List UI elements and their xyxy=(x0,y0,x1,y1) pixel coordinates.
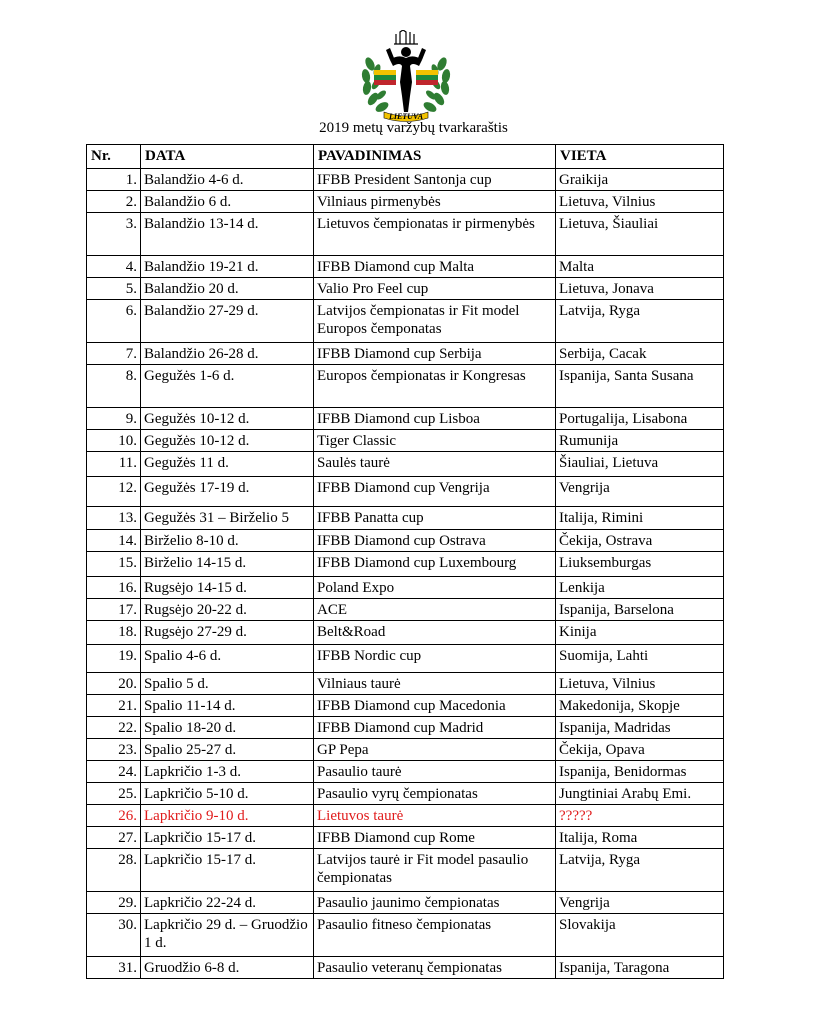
header-name: PAVADINIMAS xyxy=(314,145,556,169)
row-place: Šiauliai, Lietuva xyxy=(556,452,724,477)
table-header-row xyxy=(87,145,724,169)
row-date: Lapkričio 22-24 d. xyxy=(141,892,314,914)
row-place: Graikija xyxy=(556,169,724,191)
row-place: Suomija, Lahti xyxy=(556,645,724,673)
table-row xyxy=(87,621,724,645)
row-name: IFBB President Santonja cup xyxy=(314,169,556,191)
row-date: Spalio 11-14 d. xyxy=(141,695,314,717)
row-nr: 15. xyxy=(87,552,141,577)
row-place: Latvija, Ryga xyxy=(556,849,724,892)
table-row xyxy=(87,827,724,849)
row-place: Liuksemburgas xyxy=(556,552,724,577)
table-row xyxy=(87,577,724,599)
row-nr: 14. xyxy=(87,530,141,552)
row-name: Saulės taurė xyxy=(314,452,556,477)
row-name: IFBB Diamond cup Serbija xyxy=(314,343,556,365)
row-date: Lapkričio 15-17 d. xyxy=(141,827,314,849)
row-nr: 24. xyxy=(87,761,141,783)
row-name: Lietuvos čempionatas ir pirmenybės xyxy=(314,213,556,256)
row-nr: 30. xyxy=(87,914,141,957)
row-place: Latvija, Ryga xyxy=(556,300,724,343)
row-place: Serbija, Cacak xyxy=(556,343,724,365)
row-nr: 27. xyxy=(87,827,141,849)
table-row xyxy=(87,957,724,979)
row-place: Ispanija, Barselona xyxy=(556,599,724,621)
row-name: Poland Expo xyxy=(314,577,556,599)
table-row xyxy=(87,695,724,717)
row-nr: 17. xyxy=(87,599,141,621)
row-nr: 3. xyxy=(87,213,141,256)
row-date: Rugsėjo 14-15 d. xyxy=(141,577,314,599)
header-nr: Nr. xyxy=(87,145,141,169)
row-date: Lapkričio 29 d. – Gruodžio 1 d. xyxy=(141,914,314,957)
schedule-body xyxy=(87,169,724,979)
row-nr: 18. xyxy=(87,621,141,645)
row-name: Valio Pro Feel cup xyxy=(314,278,556,300)
table-row xyxy=(87,256,724,278)
row-name: IFBB Diamond cup Madrid xyxy=(314,717,556,739)
row-nr: 29. xyxy=(87,892,141,914)
row-date: Lapkričio 15-17 d. xyxy=(141,849,314,892)
header-place: VIETA xyxy=(556,145,724,169)
row-nr: 28. xyxy=(87,849,141,892)
table-row xyxy=(87,892,724,914)
row-date: Gruodžio 6-8 d. xyxy=(141,957,314,979)
row-name: Tiger Classic xyxy=(314,430,556,452)
table-row xyxy=(87,278,724,300)
row-place: Jungtiniai Arabų Emi. xyxy=(556,783,724,805)
row-name: Latvijos čempionatas ir Fit model Europos čemponatas xyxy=(314,300,556,343)
table-row xyxy=(87,717,724,739)
row-date: Spalio 5 d. xyxy=(141,673,314,695)
row-nr: 10. xyxy=(87,430,141,452)
row-date: Lapkričio 1-3 d. xyxy=(141,761,314,783)
castle-icon xyxy=(394,30,418,44)
row-name: Belt&Road xyxy=(314,621,556,645)
row-date: Balandžio 4-6 d. xyxy=(141,169,314,191)
row-name: Pasaulio vyrų čempionatas xyxy=(314,783,556,805)
row-name: IFBB Panatta cup xyxy=(314,507,556,530)
row-name: Lietuvos taurė xyxy=(314,805,556,827)
row-date: Balandžio 19-21 d. xyxy=(141,256,314,278)
row-date: Balandžio 6 d. xyxy=(141,191,314,213)
row-name: Pasaulio taurė xyxy=(314,761,556,783)
table-row xyxy=(87,849,724,892)
row-date: Lapkričio 9-10 d. xyxy=(141,805,314,827)
row-name: Latvijos taurė ir Fit model pasaulio čempionatas xyxy=(314,849,556,892)
row-nr: 26. xyxy=(87,805,141,827)
row-nr: 1. xyxy=(87,169,141,191)
row-nr: 2. xyxy=(87,191,141,213)
table-row xyxy=(87,430,724,452)
row-nr: 11. xyxy=(87,452,141,477)
table-row xyxy=(87,191,724,213)
row-place: Ispanija, Benidormas xyxy=(556,761,724,783)
row-date: Gegužės 1-6 d. xyxy=(141,365,314,408)
row-place: Čekija, Opava xyxy=(556,739,724,761)
row-date: Balandžio 20 d. xyxy=(141,278,314,300)
row-place: Italija, Roma xyxy=(556,827,724,849)
row-place: Rumunija xyxy=(556,430,724,452)
header-date: DATA xyxy=(141,145,314,169)
row-name: IFBB Diamond cup Macedonia xyxy=(314,695,556,717)
page-title: 2019 metų varžybų tvarkaraštis xyxy=(319,120,508,136)
row-nr: 16. xyxy=(87,577,141,599)
row-name: Pasaulio jaunimo čempionatas xyxy=(314,892,556,914)
row-nr: 8. xyxy=(87,365,141,408)
row-place: Malta xyxy=(556,256,724,278)
row-place: Kinija xyxy=(556,621,724,645)
row-place: Ispanija, Taragona xyxy=(556,957,724,979)
row-place: Slovakija xyxy=(556,914,724,957)
row-place: Italija, Rimini xyxy=(556,507,724,530)
table-row xyxy=(87,739,724,761)
row-name: Pasaulio fitneso čempionatas xyxy=(314,914,556,957)
row-date: Gegužės 10-12 d. xyxy=(141,408,314,430)
row-nr: 9. xyxy=(87,408,141,430)
logo-text: LIETUVA xyxy=(388,112,424,121)
table-row xyxy=(87,213,724,256)
lietuva-federation-logo xyxy=(356,30,456,124)
table-row xyxy=(87,552,724,577)
row-date: Spalio 4-6 d. xyxy=(141,645,314,673)
row-nr: 23. xyxy=(87,739,141,761)
row-place: Lietuva, Šiauliai xyxy=(556,213,724,256)
table-row xyxy=(87,805,724,827)
row-name: IFBB Diamond cup Vengrija xyxy=(314,477,556,507)
row-place: Lenkija xyxy=(556,577,724,599)
table-row xyxy=(87,477,724,507)
row-nr: 22. xyxy=(87,717,141,739)
row-place: Vengrija xyxy=(556,477,724,507)
row-date: Gegužės 17-19 d. xyxy=(141,477,314,507)
row-place: Vengrija xyxy=(556,892,724,914)
row-place: Ispanija, Madridas xyxy=(556,717,724,739)
row-date: Rugsėjo 27-29 d. xyxy=(141,621,314,645)
row-nr: 25. xyxy=(87,783,141,805)
table-row xyxy=(87,645,724,673)
row-nr: 7. xyxy=(87,343,141,365)
row-name: GP Pepa xyxy=(314,739,556,761)
row-nr: 19. xyxy=(87,645,141,673)
table-row xyxy=(87,673,724,695)
row-nr: 12. xyxy=(87,477,141,507)
row-nr: 5. xyxy=(87,278,141,300)
row-nr: 4. xyxy=(87,256,141,278)
row-date: Spalio 25-27 d. xyxy=(141,739,314,761)
row-name: IFBB Diamond cup Luxembourg xyxy=(314,552,556,577)
row-date: Balandžio 26-28 d. xyxy=(141,343,314,365)
row-nr: 21. xyxy=(87,695,141,717)
row-place: Lietuva, Vilnius xyxy=(556,191,724,213)
row-name: IFBB Nordic cup xyxy=(314,645,556,673)
row-date: Balandžio 13-14 d. xyxy=(141,213,314,256)
table-row xyxy=(87,530,724,552)
table-row xyxy=(87,169,724,191)
row-date: Birželio 14-15 d. xyxy=(141,552,314,577)
row-date: Gegužės 10-12 d. xyxy=(141,430,314,452)
row-name: IFBB Diamond cup Rome xyxy=(314,827,556,849)
row-name: ACE xyxy=(314,599,556,621)
row-name: Europos čempionatas ir Kongresas xyxy=(314,365,556,408)
row-place: Lietuva, Jonava xyxy=(556,278,724,300)
table-row xyxy=(87,507,724,530)
table-row xyxy=(87,599,724,621)
row-date: Lapkričio 5-10 d. xyxy=(141,783,314,805)
row-name: Vilniaus pirmenybės xyxy=(314,191,556,213)
row-name: Pasaulio veteranų čempionatas xyxy=(314,957,556,979)
table-row xyxy=(87,914,724,957)
row-place: Ispanija, Santa Susana xyxy=(556,365,724,408)
row-place: Lietuva, Vilnius xyxy=(556,673,724,695)
row-nr: 31. xyxy=(87,957,141,979)
row-place: ????? xyxy=(556,805,724,827)
row-name: IFBB Diamond cup Ostrava xyxy=(314,530,556,552)
table-row xyxy=(87,343,724,365)
row-place: Čekija, Ostrava xyxy=(556,530,724,552)
table-row xyxy=(87,761,724,783)
table-row xyxy=(87,783,724,805)
row-name: IFBB Diamond cup Lisboa xyxy=(314,408,556,430)
row-date: Spalio 18-20 d. xyxy=(141,717,314,739)
row-date: Rugsėjo 20-22 d. xyxy=(141,599,314,621)
row-place: Makedonija, Skopje xyxy=(556,695,724,717)
row-date: Balandžio 27-29 d. xyxy=(141,300,314,343)
row-date: Gegužės 31 – Birželio 5 xyxy=(141,507,314,530)
row-date: Gegužės 11 d. xyxy=(141,452,314,477)
row-name: Vilniaus taurė xyxy=(314,673,556,695)
row-nr: 13. xyxy=(87,507,141,530)
table-row xyxy=(87,452,724,477)
table-row xyxy=(87,408,724,430)
row-nr: 20. xyxy=(87,673,141,695)
row-nr: 6. xyxy=(87,300,141,343)
table-row xyxy=(87,300,724,343)
schedule-table xyxy=(86,144,724,979)
row-place: Portugalija, Lisabona xyxy=(556,408,724,430)
row-name: IFBB Diamond cup Malta xyxy=(314,256,556,278)
row-date: Birželio 8-10 d. xyxy=(141,530,314,552)
table-row xyxy=(87,365,724,408)
